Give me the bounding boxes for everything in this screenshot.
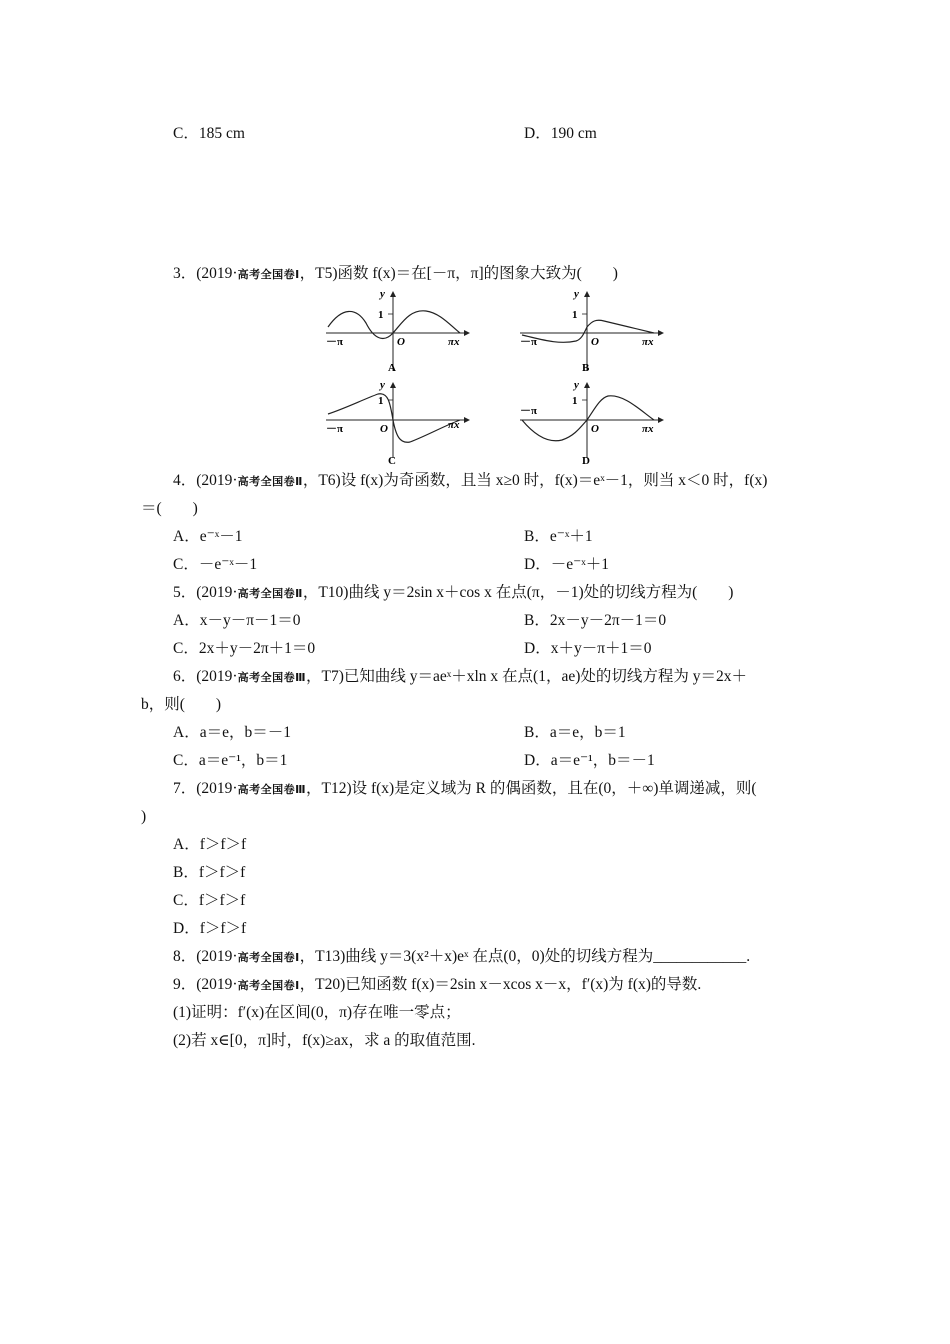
q5-stem [173,583,733,604]
q6-stem-cont: b，则( ) [141,696,222,713]
q6-option-c: C．a＝e⁻¹，b＝1 [173,752,288,769]
q4-option-a: A．e⁻ˣ－1 [173,528,243,545]
graph-d-x-left: －π [520,405,538,417]
q5-option-d: D．x＋y－π＋1＝0 [524,640,652,657]
q7-stem [173,779,757,800]
graph-c-y-tick: 1 [378,395,384,407]
graph-a-y-tick: 1 [378,309,384,321]
graph-a [322,287,472,380]
q6-source: 高考全国卷Ⅲ [237,671,306,684]
graph-a-origin: O [397,336,405,348]
q8-number: 8．(2019· [173,948,238,965]
q4-stem [173,471,767,492]
graph-b-label: B [582,362,590,374]
q3-text: ，T5)函数 f(x)＝在[－π，π]的图象大致为( ) [299,265,618,282]
q5-option-b: B．2x－y－2π－1＝0 [524,612,667,629]
graph-c-y-label: y [380,379,385,391]
q2-option-d: D．190 cm [524,125,597,142]
graph-d-origin: O [591,423,599,435]
graph-d-y-label: y [574,379,579,391]
q7-option-a: A．f＞f＞f [173,836,247,853]
graph-b-y-tick: 1 [572,309,578,321]
q9-number: 9．(2019· [173,976,238,993]
q7-option-d: D．f＞f＞f [173,920,247,937]
q7-number: 7．(2019· [173,780,238,797]
q6-text: ，T7)已知曲线 y＝aeˣ＋xln x 在点(1，ae)处的切线方程为 y＝2x＋ [305,668,747,685]
q9-stem [173,975,701,996]
graph-b-x-right: πx [642,336,654,348]
q6-option-a: A．a＝e，b＝－1 [173,724,291,741]
graph-c-x-right: πx [448,419,460,431]
q4-option-b: B．e⁻ˣ＋1 [524,528,593,545]
graph-b-x-left: －π [520,336,538,348]
graph-b [516,287,666,380]
q9-source: 高考全国卷Ⅰ [237,979,300,992]
graph-c-origin: O [380,423,388,435]
graph-b-y-label: y [574,288,579,300]
graph-c [322,378,472,471]
q8-source: 高考全国卷Ⅰ [237,951,300,964]
q5-number: 5．(2019· [173,584,238,601]
q4-source: 高考全国卷Ⅱ [237,475,303,488]
q4-stem-cont: ＝( ) [141,500,198,517]
q7-source: 高考全国卷Ⅲ [237,783,306,796]
q2-option-c: C．185 cm [173,125,245,142]
graph-a-x-left: －π [326,336,344,348]
q6-stem [173,667,747,688]
graph-a-y-label: y [380,288,385,300]
q3-source: 高考全国卷Ⅰ [237,268,300,281]
q9-text: ，T20)已知函数 f(x)＝2sin x－xcos x－x，f′(x)为 f(x)的导数. [299,976,702,993]
graph-c-label: C [388,455,396,466]
q6-number: 6．(2019· [173,668,238,685]
graph-a-x-right: πx [448,336,460,348]
graph-d-x-right: πx [642,423,654,435]
q7-option-b: B．f＞f＞f [173,864,246,881]
q8-stem [173,947,750,968]
graph-d-label: D [582,455,590,466]
q3-number: 3．(2019· [173,265,238,282]
q3-stem [173,264,618,285]
q7-option-c: C．f＞f＞f [173,892,246,909]
graph-b-origin: O [591,336,599,348]
graph-c-x-left: －π [326,423,344,435]
q5-option-c: C．2x＋y－2π＋1＝0 [173,640,316,657]
graph-a-label: A [388,362,396,374]
graph-d-y-tick: 1 [572,395,578,407]
q6-option-b: B．a＝e，b＝1 [524,724,626,741]
q4-number: 4．(2019· [173,472,238,489]
q9-part-2: (2)若 x∈[0，π]时，f(x)≥ax，求 a 的取值范围. [173,1032,476,1049]
q5-text: ，T10)曲线 y＝2sin x＋cos x 在点(π，－1)处的切线方程为( ) [302,584,734,601]
q9-part-1: (1)证明：f′(x)在区间(0，π)存在唯一零点； [173,1004,461,1021]
graph-d [516,378,666,471]
q4-option-d: D．－e⁻ˣ＋1 [524,556,609,573]
q4-text: ，T6)设 f(x)为奇函数，且当 x≥0 时，f(x)＝eˣ－1，则当 x＜0 时，f(x) [302,472,768,489]
q7-stem-cont: ) [141,808,147,825]
q5-source: 高考全国卷Ⅱ [237,587,303,600]
q5-option-a: A．x－y－π－1＝0 [173,612,301,629]
q7-text: ，T12)设 f(x)是定义域为 R 的偶函数，且在(0，＋∞)单调递减，则( [305,780,757,797]
q4-option-c: C．－e⁻ˣ－1 [173,556,258,573]
q8-text: ，T13)曲线 y＝3(x²＋x)eˣ 在点(0，0)处的切线方程为____________. [299,948,751,965]
q6-option-d: D．a＝e⁻¹，b＝－1 [524,752,655,769]
